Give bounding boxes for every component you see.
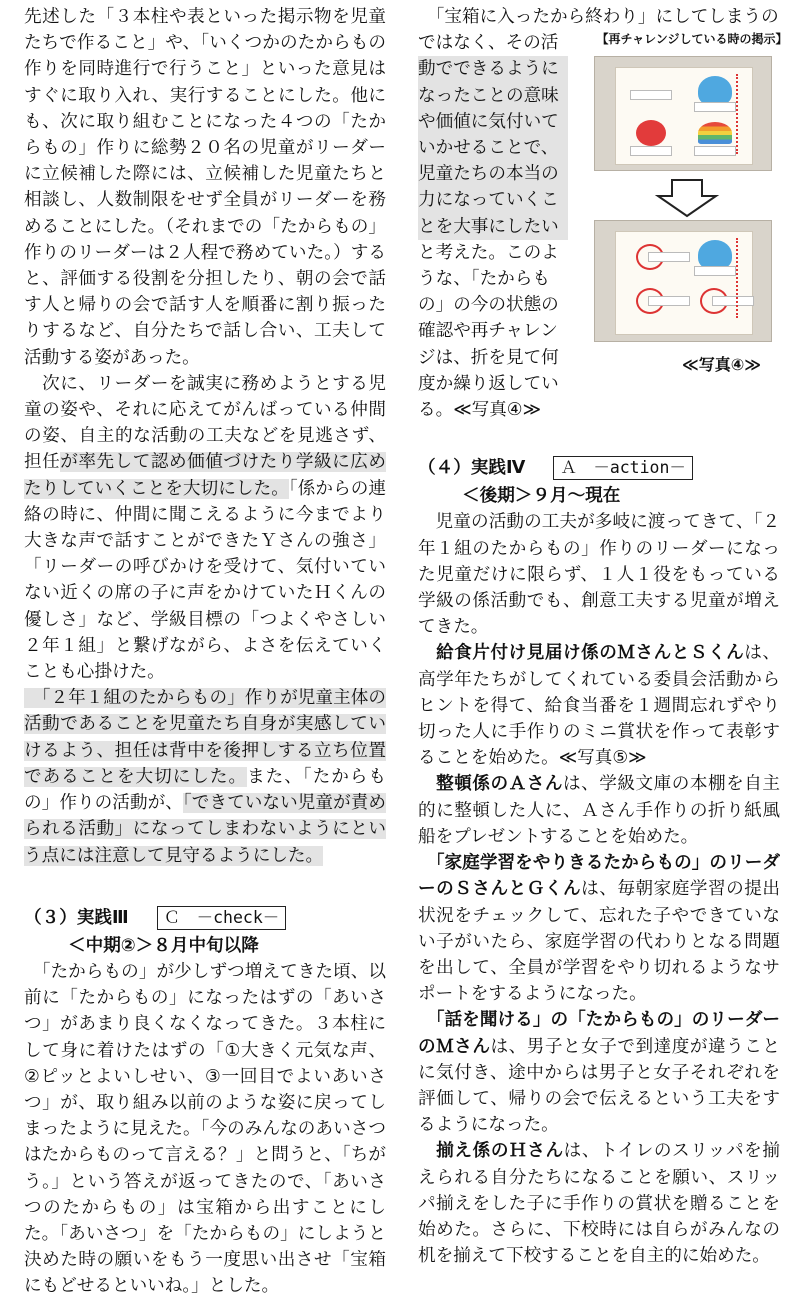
photo-caption-bottom: ≪写真④≫ [682,355,762,374]
left-column [24,4,386,1300]
period-heading: ＜中期②＞８月中旬以降 [68,935,259,956]
section-heading-practice-3 [24,903,386,933]
paragraph-tidy-role: 整頓係のＡさんは、学級文庫の本棚を自主的に整頓した人に、Ａさん手作りの折り紙風船をプレゼントすることを始めた。 [418,774,780,847]
section-number: （３）実践Ⅲ [24,907,129,928]
photo-after-rechallenge [594,220,772,342]
paragraph-lunch-cleanup: 給食片付け見届け係のＭさんとＳくんは、高学年たちがしてくれている委員会活動からヒントを得て、給食当番を１週間忘れずやり切った人に手作りのミニ賞状を作って表彰することを始めた。≪写真⑤≫ [418,643,780,769]
highlight-text: 「２年１組のたからもの」作りが児童主体の活動であることを児童たち自身が実感していけるよう、担任は背中を後押しする立ち位置であることを大切にした。 [24,688,386,787]
treasure-illustration [698,122,732,144]
section-phase-label: Ａ －action－ [553,456,693,480]
paragraph-child-centered: 「２年１組のたからもの」作りが児童主体の活動であることを児童たち自身が実感していけるよう、担任は背中を後押しする立ち位置であることを大切にした。また、「たからもの」作りの活動が、「できていない児童が責められる活動」になってしまわないようにという点には注意して見守るようにした。 [24,688,386,866]
photo-before-rechallenge [594,56,772,171]
highlight-text: 「できていない児童が責められる活動」になってしまわないようにという点には注意して見守るようにした。 [24,793,386,866]
period-heading: ＜後期＞９月～現在 [462,486,621,507]
paragraph-homework-leaders: 「家庭学習をやりきるたからもの」のリーダーのＳさんとＧくんは、毎朝家庭学習の提出状況をチェックして、忘れた子やできていない子がいたら、家庭学習の代わりとなる問題を出して、全員が学習をやり切れるようなサポートをするようになった。 [418,853,780,1005]
paragraph-leader-recognition: 次に、リーダーを誠実に務めようとする児童の姿や、それに応えてがんばっている仲間の姿、自主的な活動の工夫などを見逃さず、担任が率先して認め価値づけたり学級に広めたりしていくことを大切にした。「係からの連絡の時に、仲間に聞こえるように今までより大きな声で話すことができたＹさんの強さ」「リーダーの呼びかけを受けて、気付いていない近くの席の子に声をかけていたＨくんの優しさ」など、学級目標の「つよくやさしい２年１組」と繋げながら、よさを伝えていくことも心掛けた。 [24,373,386,683]
arrow-down-icon [652,178,722,218]
treasure-illustration [636,120,666,146]
paragraph-rechallenge: ではなく、その活 動でできるように なったことの意味 や価値に気付いて いかせることで、 児童たちの本当の 力になっていくこ とを大事にしたい と考えた。このよ うな、「たからも の」の今の状態の 確認や再チャレン ジは、折を見て何 度か繰り返してい る。≪写真④≫ [418,30,568,423]
highlight-text: が率先して認め価値づけたり学級に広めたりしていくことを大切にした。 [24,452,386,499]
paragraph-intro: 先述した「３本柱や表といった掲示物を児童たちで作ること」や、「いくつかのたからもの作りを同時進行で行うこと」といった意見はすぐに取り入れ、実行することにした。他にも、次に取り組むことになった４つの「たからもの」作りに総勢２０名の児童がリーダーに立候補した際には、立候補した児童たちと相談し、人数制限をせず全員がリーダーを務めることにした。（それまでの「たからもの」作りのリーダーは２人程で務めていた。）すると、評価する役割を分担したり、朝の会で話す人と帰りの会で話す人を順番に割り振ったりするなど、自分たちで話し合い、工夫して活動する姿があった。 [24,7,386,368]
photo-figure [592,30,792,376]
photo-caption-top: 【再チャレンジしている時の掲示】 [596,32,788,46]
section-number: （４）実践Ⅳ [418,458,526,479]
section-phase-label: Ｃ －check－ [157,906,287,930]
paragraph-listening-leader: 「話を聞ける」の「たからもの」のリーダーのＭさんは、男子と女子で到達度が違うことに気付き、途中からは男子と女子それぞれを評価して、帰りの会で伝えるという工夫をするようになった。 [418,1010,780,1136]
paragraph-greeting-regression: 「たからもの」が少しずつ増えてきた頃、以前に「たからもの」になったはずの「あいさつ」があまり良くなくなってきた。３本柱にして身に着けたはずの「①大きく元気な声、②ピッとよいしせい、③一回目でよいあいさつ」が、取り組み以前のような姿に戻ってしまったように見えた。「今のみんなのあいさつはたからものって言える？」と問うと、「ちがう。」という答えが返ってきたので、「あいさつのたからもの」は宝箱から出すことにした。「あいさつ」を「たからもの」にしようと決めた時の願いをもう一度思い出させ「宝箱にもどせるといいね。」とした。 [24,961,386,1297]
paragraph-creative-roles: 児童の活動の工夫が多岐に渡ってきて、「２年１組のたからもの」作りのリーダーになった児童だけに限らず、１人１役をもっている学級の係活動でも、創意工夫する児童が増えてきた。 [418,512,780,638]
paragraph-rechallenge-first-line: 「宝箱に入ったから終わり」にしてしまうの [418,7,779,27]
paragraph-slipper-role: 揃え係のＨさんは、トイレのスリッパを揃えられる自分たちになることを願い、スリッパ揃えをした子に手作りの賞状を贈ることを始めた。さらに、下校時には自らがみんなの机を揃えて下校することを自主的に始めた。 [418,1141,780,1267]
section-heading-practice-4 [418,453,780,483]
poster-board [615,67,753,165]
poster-board [615,231,753,335]
